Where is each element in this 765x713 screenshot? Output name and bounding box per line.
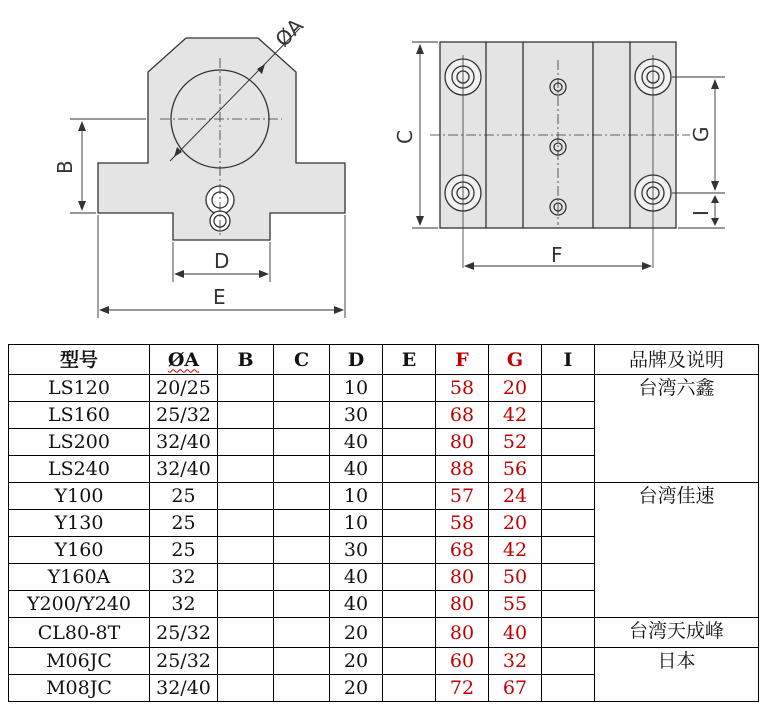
- cell-brand: 台湾六鑫: [595, 375, 759, 483]
- dim-label-i: I: [689, 210, 713, 216]
- cell-brand: 日本: [595, 648, 759, 702]
- cell-d: 30: [330, 402, 383, 429]
- col-header-c: C: [274, 345, 330, 375]
- cell-g: 40: [489, 618, 542, 648]
- cell-d: 40: [330, 456, 383, 483]
- cell-model: Y200/Y240: [9, 591, 150, 618]
- cell-i: [542, 456, 595, 483]
- col-header-brand: 品牌及说明: [595, 345, 759, 375]
- cell-i: [542, 675, 595, 702]
- cell-d: 20: [330, 675, 383, 702]
- cell-brand: 台湾天成峰: [595, 618, 759, 648]
- table-row: [9, 375, 759, 402]
- cell-model: M08JC: [9, 675, 150, 702]
- cell-g: 20: [489, 375, 542, 402]
- cell-b: [218, 429, 274, 456]
- cell-brand: 台湾佳速: [595, 483, 759, 618]
- cell-c: [274, 564, 330, 591]
- cell-d: 30: [330, 537, 383, 564]
- cell-f: 68: [436, 537, 489, 564]
- cell-a: 32/40: [150, 429, 218, 456]
- col-header-model: 型号: [9, 345, 150, 375]
- cell-d: 40: [330, 429, 383, 456]
- cell-a: 32/40: [150, 456, 218, 483]
- cell-d: 10: [330, 375, 383, 402]
- cell-b: [218, 402, 274, 429]
- cell-i: [542, 375, 595, 402]
- cell-model: Y130: [9, 510, 150, 537]
- cell-a: 25: [150, 510, 218, 537]
- dim-label-a: ØA: [270, 13, 309, 52]
- cell-i: [542, 429, 595, 456]
- cell-model: CL80-8T: [9, 618, 150, 648]
- cell-f: 57: [436, 483, 489, 510]
- cell-e: [383, 456, 436, 483]
- cell-e: [383, 429, 436, 456]
- cell-c: [274, 402, 330, 429]
- cell-model: LS120: [9, 375, 150, 402]
- cell-i: [542, 483, 595, 510]
- table-body: [9, 375, 759, 702]
- cell-b: [218, 648, 274, 675]
- cell-g: 24: [489, 483, 542, 510]
- cell-d: 40: [330, 564, 383, 591]
- dim-label-c: C: [393, 130, 417, 144]
- cell-b: [218, 618, 274, 648]
- cell-c: [274, 429, 330, 456]
- cell-c: [274, 675, 330, 702]
- cell-b: [218, 510, 274, 537]
- table-row: [9, 648, 759, 675]
- cell-c: [274, 483, 330, 510]
- cell-e: [383, 483, 436, 510]
- cell-b: [218, 375, 274, 402]
- cell-f: 80: [436, 429, 489, 456]
- cell-a: 20/25: [150, 375, 218, 402]
- cell-g: 42: [489, 537, 542, 564]
- cell-f: 60: [436, 648, 489, 675]
- cell-a: 32/40: [150, 675, 218, 702]
- cell-model: LS240: [9, 456, 150, 483]
- cell-e: [383, 618, 436, 648]
- cell-g: 52: [489, 429, 542, 456]
- cell-i: [542, 618, 595, 648]
- table-header-row: [9, 345, 759, 375]
- cell-a: 25/32: [150, 648, 218, 675]
- table-row: [9, 483, 759, 510]
- cell-model: LS160: [9, 402, 150, 429]
- cell-f: 80: [436, 591, 489, 618]
- cell-b: [218, 591, 274, 618]
- col-header-e: E: [383, 345, 436, 375]
- cell-i: [542, 510, 595, 537]
- cell-g: 67: [489, 675, 542, 702]
- cell-e: [383, 537, 436, 564]
- cell-e: [383, 402, 436, 429]
- side-view: [412, 42, 725, 268]
- cell-g: 32: [489, 648, 542, 675]
- cell-d: 20: [330, 618, 383, 648]
- cell-f: 88: [436, 456, 489, 483]
- cell-g: 20: [489, 510, 542, 537]
- cell-model: Y160A: [9, 564, 150, 591]
- cell-g: 42: [489, 402, 542, 429]
- dim-label-d: D: [214, 249, 230, 273]
- cell-f: 58: [436, 510, 489, 537]
- cell-b: [218, 564, 274, 591]
- dim-label-g: G: [689, 126, 713, 142]
- cell-model: M06JC: [9, 648, 150, 675]
- cell-d: 20: [330, 648, 383, 675]
- cell-a: 25/32: [150, 618, 218, 648]
- cell-e: [383, 648, 436, 675]
- cell-e: [383, 564, 436, 591]
- cell-a: 32: [150, 564, 218, 591]
- cell-i: [542, 402, 595, 429]
- cell-f: 58: [436, 375, 489, 402]
- cell-f: 68: [436, 402, 489, 429]
- cell-i: [542, 537, 595, 564]
- col-header-i: I: [542, 345, 595, 375]
- cell-d: 10: [330, 483, 383, 510]
- cell-f: 72: [436, 675, 489, 702]
- cell-b: [218, 675, 274, 702]
- dim-label-f: F: [551, 243, 563, 267]
- cell-model: Y160: [9, 537, 150, 564]
- cell-d: 40: [330, 591, 383, 618]
- cell-c: [274, 375, 330, 402]
- col-header-b: B: [218, 345, 274, 375]
- cell-model: Y100: [9, 483, 150, 510]
- cell-i: [542, 564, 595, 591]
- spec-table: [8, 344, 759, 702]
- cell-c: [274, 618, 330, 648]
- cell-i: [542, 648, 595, 675]
- cell-f: 80: [436, 618, 489, 648]
- dim-label-e: E: [213, 285, 226, 309]
- col-header-d: D: [330, 345, 383, 375]
- cell-a: 25: [150, 537, 218, 564]
- front-view: [70, 28, 345, 318]
- cell-b: [218, 537, 274, 564]
- col-header-f: F: [436, 345, 489, 375]
- cell-e: [383, 591, 436, 618]
- cell-b: [218, 456, 274, 483]
- table-row: [9, 618, 759, 648]
- cell-c: [274, 648, 330, 675]
- cell-model: LS200: [9, 429, 150, 456]
- col-header-a: ØA: [150, 345, 218, 375]
- cell-g: 56: [489, 456, 542, 483]
- cell-g: 55: [489, 591, 542, 618]
- technical-drawing: [0, 0, 765, 335]
- cell-c: [274, 591, 330, 618]
- cell-f: 80: [436, 564, 489, 591]
- cell-b: [218, 483, 274, 510]
- cell-c: [274, 510, 330, 537]
- cell-a: 25: [150, 483, 218, 510]
- cell-i: [542, 591, 595, 618]
- cell-a: 32: [150, 591, 218, 618]
- cell-c: [274, 537, 330, 564]
- cell-c: [274, 456, 330, 483]
- dim-label-b: B: [53, 160, 77, 174]
- cell-a: 25/32: [150, 402, 218, 429]
- cell-e: [383, 375, 436, 402]
- cell-e: [383, 675, 436, 702]
- cell-g: 50: [489, 564, 542, 591]
- cell-e: [383, 510, 436, 537]
- col-header-g: G: [489, 345, 542, 375]
- cell-d: 10: [330, 510, 383, 537]
